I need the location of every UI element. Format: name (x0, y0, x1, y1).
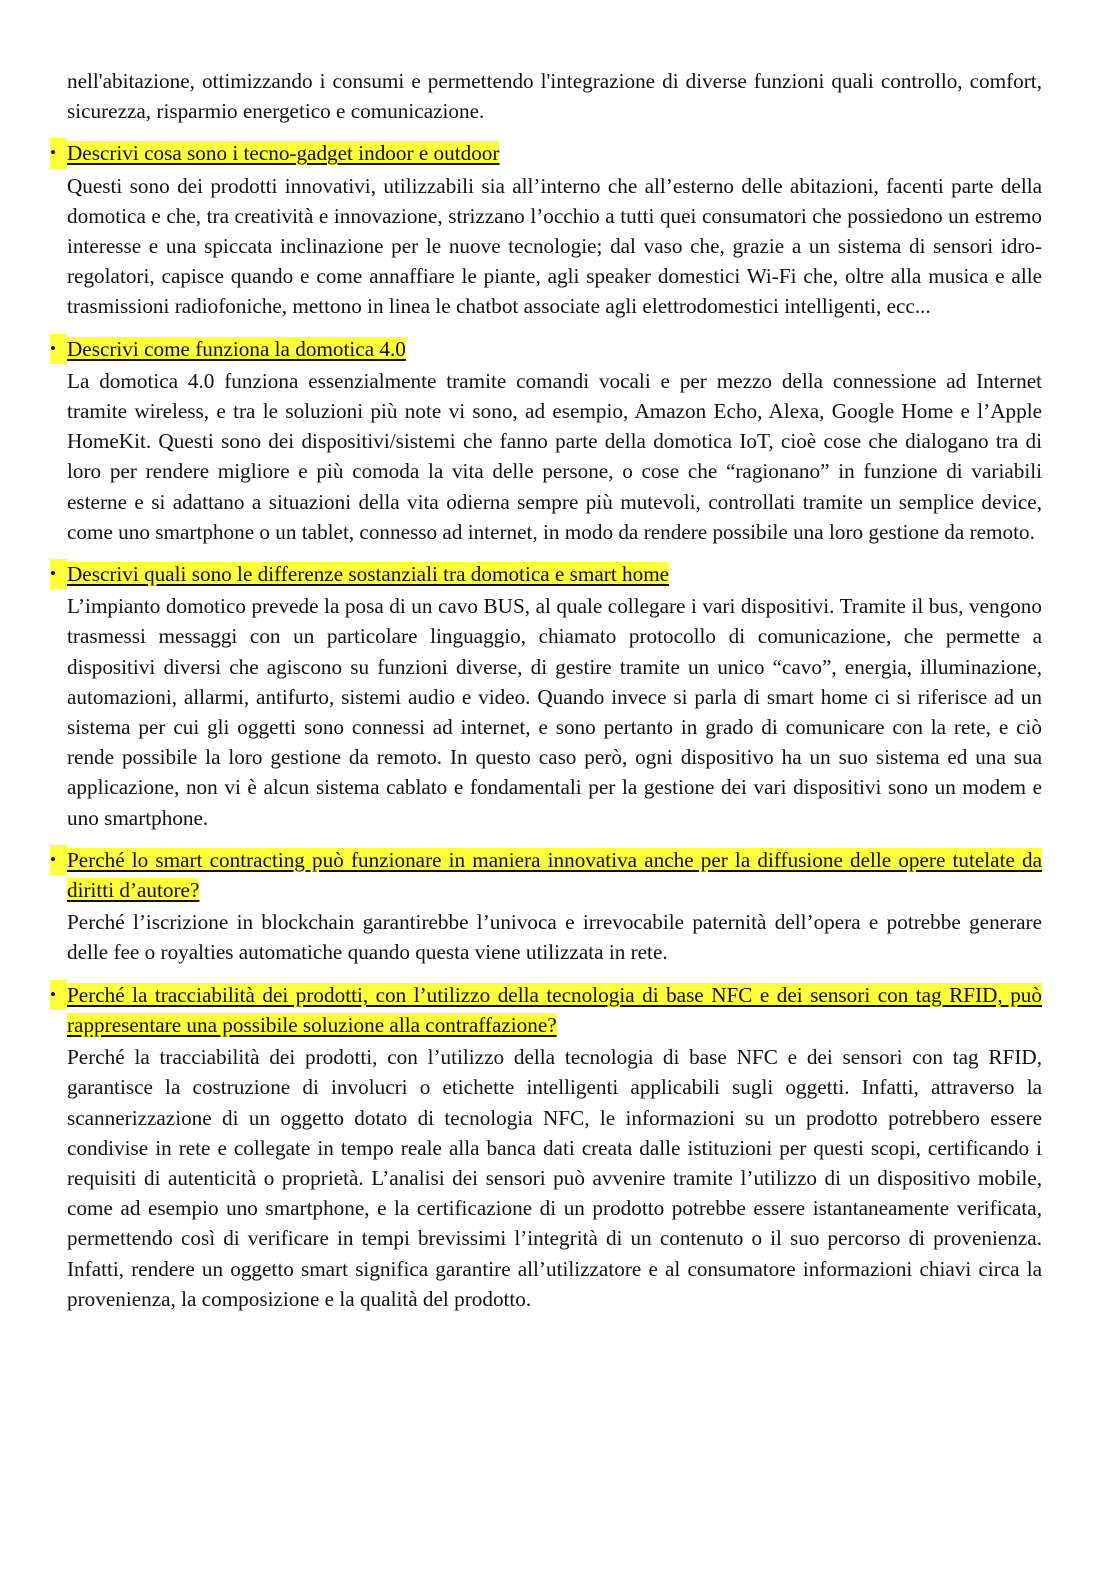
question-heading (50, 980, 1042, 1040)
bullet-icon: • (50, 559, 67, 589)
bullet-icon: • (50, 845, 67, 875)
qa-section-5 (50, 980, 1042, 1314)
bullet-icon: • (50, 334, 67, 364)
answer-paragraph: Perché la tracciabilità dei prodotti, con l’utilizzo della tecnologia di base NFC e dei sensori con tag RFID, garantisce la costruzione di involucri o etichette intelligenti applicabili sugli oggetti. Infatti, attraverso la scannerizzazione di un oggetto dotato di tecnologia NFC, le informazioni su un prodotto potrebbero essere condivise in rete e collegate in tempo reale alla banca dati creata dalle istituzioni per questi scopi, certificando i requisiti di autenticità o proprietà. L’analisi dei sensori può avvenire tramite l’utilizzo di un dispositivo mobile, come ad esempio uno smartphone, e la certificazione di un prodotto potrebbe essere istantaneamente verificata, permettendo così di verificare in tempi brevissimi l’integrità di un contenuto o il suo percorso di provenienza. Infatti, rendere un oggetto smart significa garantire all’utilizzatore e al consumatore informazioni chiavi circa la provenienza, la composizione e la qualità del prodotto. (67, 1045, 1042, 1311)
document-page (50, 66, 1042, 1314)
answer-paragraph: L’impianto domotico prevede la posa di un cavo BUS, al quale collegare i vari dispositivi. Tramite il bus, vengono trasmessi messaggi con un particolare linguaggio, chiamato protocollo di comunicazione, che permette a dispositivi diversi che agiscono su funzioni diverse, di gestire tramite un unico “cavo”, energia, illuminazione, automazioni, allarmi, antifurto, sistemi audio e video. Quando invece si parla di smart home ci si riferisce ad un sistema per cui gli oggetti sono connessi ad internet, e sono pertanto in grado di comunicare con la rete, e ciò rende possibile la loro gestione da remoto. In questo caso però, ogni dispositivo ha un suo sistema ed una sua applicazione, non vi è alcun sistema cablato e fondamentali per la gestione dei vari dispositivi sono un modem e uno smartphone. (67, 594, 1042, 830)
bullet-icon: • (50, 980, 67, 1010)
question-heading (50, 559, 1042, 589)
question-text: Perché la tracciabilità dei prodotti, con l’utilizzo della tecnologia di base NFC e dei sensori con tag RFID, può rappresentare una possibile soluzione alla contraffazione? (67, 982, 1042, 1037)
question-text: Descrivi come funziona la domotica 4.0 (67, 336, 406, 361)
question-heading (50, 334, 1042, 364)
question-heading (50, 845, 1042, 905)
answer-paragraph: La domotica 4.0 funziona essenzialmente tramite comandi vocali e per mezzo della connessione ad Internet tramite wireless, e tra le soluzioni più note vi sono, ad esempio, Amazon Echo, Alexa, Google Home e l’Apple HomeKit. Questi sono dei dispositivi/sistemi che fanno parte della domotica IoT, cioè cose che dialogano tra di loro per rendere migliore e più comoda la vita delle persone, o cose che “ragionano” in funzione di variabili esterne e si adattano a situazioni della vita odierna sempre più mutevoli, controllati tramite un semplice device, come uno smartphone o un tablet, connesso ad internet, in modo da rendere possibile una loro gestione da remoto. (67, 368, 1042, 544)
qa-section-4 (50, 845, 1042, 968)
question-text: Descrivi quali sono le differenze sostanziali tra domotica e smart home (67, 562, 670, 587)
question-heading (50, 138, 1042, 168)
bullet-icon: • (50, 138, 67, 168)
question-text: Perché lo smart contracting può funzionare in maniera innovativa anche per la diffusione delle opere tutelate da diritti d’autore? (67, 847, 1042, 903)
qa-section-2 (50, 334, 1042, 547)
qa-section-1 (50, 138, 1042, 321)
answer-paragraph: Perché l’iscrizione in blockchain garantirebbe l’univoca e irrevocabile paternità dell’opera e potrebbe generare delle fee o royalties automatiche quando questa viene utilizzata in rete. (67, 910, 1042, 965)
answer-paragraph: Questi sono dei prodotti innovativi, utilizzabili sia all’interno che all’esterno delle abitazioni, facenti parte della domotica e che, tra creatività e innovazione, strizzano l’occhio a tutti quei consumatori che possiedono un estremo interesse e una spiccata inclinazione per le nuove tecnologie; dal vaso che, grazie a un sistema di sensori idro-regolatori, capisce quando e come annaffiare le piante, agli speaker domestici Wi-Fi che, oltre alla musica e alle trasmissioni radiofoniche, mettono in linea le chatbot associate agli elettrodomestici intelligenti, ecc... (67, 173, 1042, 319)
intro-paragraph: nell'abitazione, ottimizzando i consumi e permettendo l'integrazione di diverse funzioni quali controllo, comfort, sicurezza, risparmio energetico e comunicazione. (67, 69, 1042, 124)
qa-section-3 (50, 559, 1042, 833)
question-text: Descrivi cosa sono i tecno-gadget indoor e outdoor (67, 141, 500, 166)
